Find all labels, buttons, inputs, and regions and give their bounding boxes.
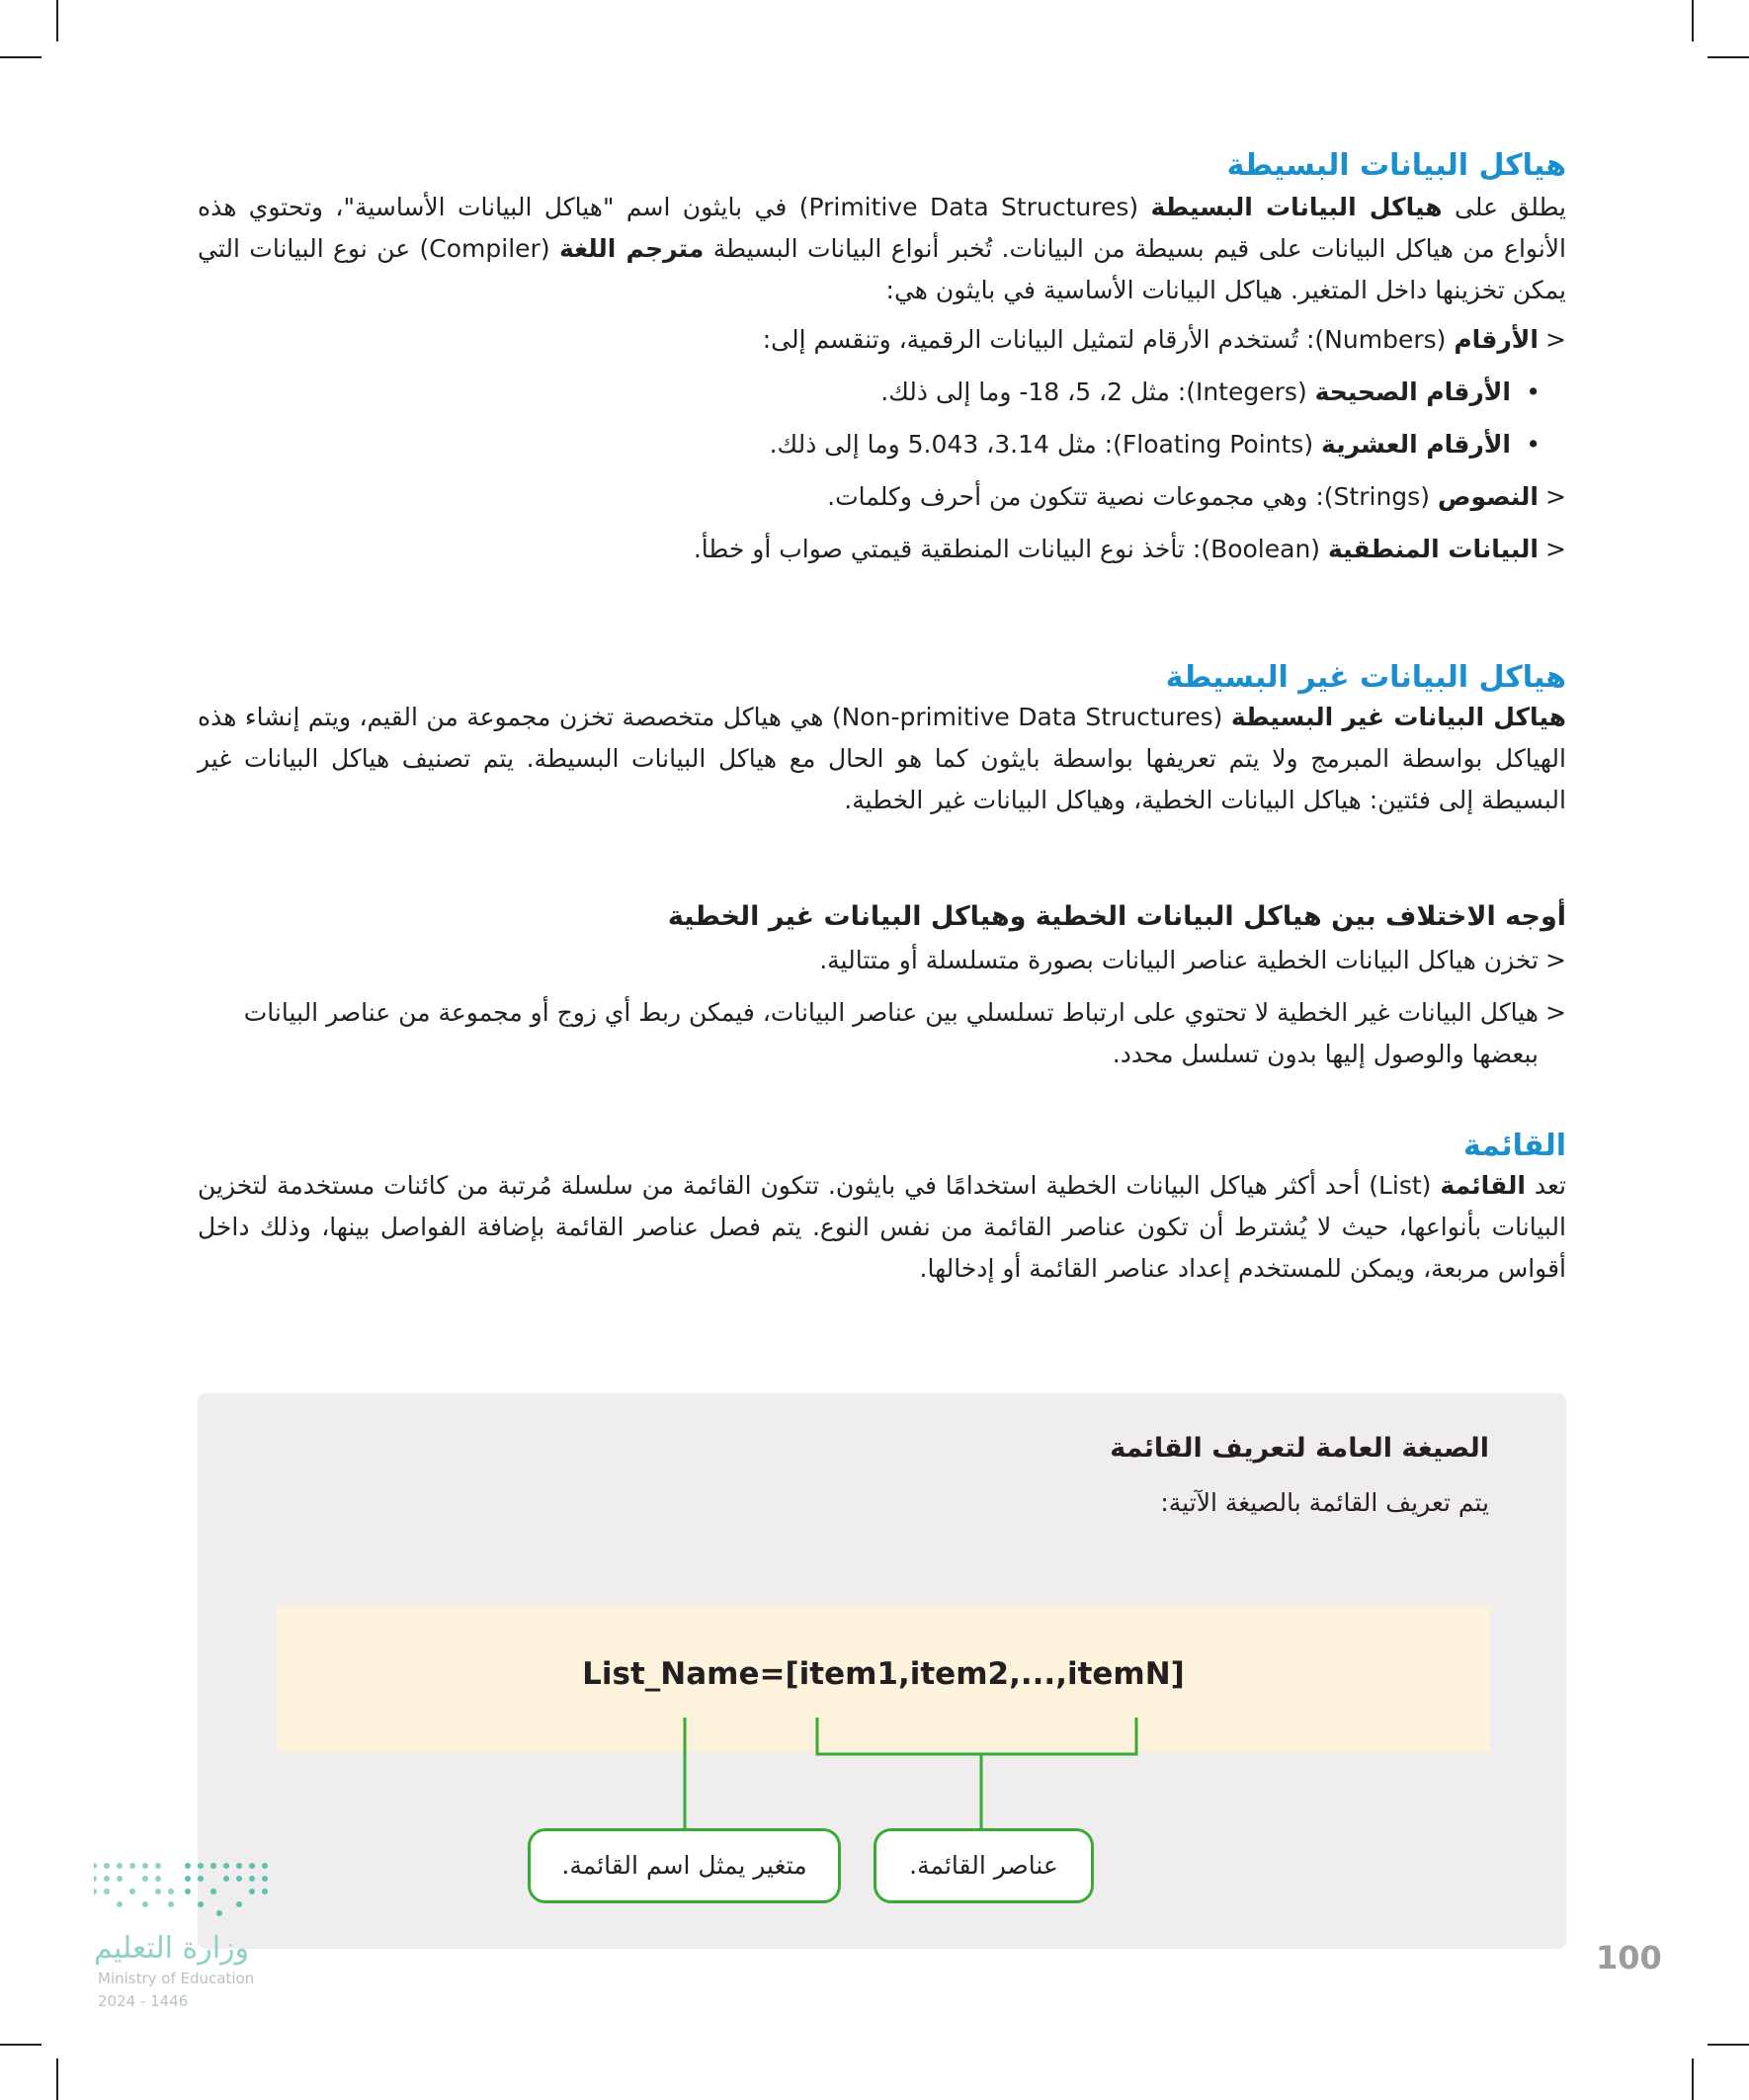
text-run: تعد [1525,1171,1567,1200]
syntax-box-intro: يتم تعريف القائمة بالصيغة الآتية: [1160,1488,1489,1517]
text-run: (Compiler) عن نوع البيانات التي يمكن تخزينها داخل المتغير. هياكل البيانات الأساسية في بايثون هي: [198,234,1566,304]
ministry-logo [94,1858,272,2016]
bold-term: البيانات المنطقية [1328,535,1539,563]
callout-list-items: عناصر القائمة. [874,1828,1094,1903]
section-title: القائمة [1463,1129,1566,1163]
bold-term: الأرقام الصحيحة [1314,378,1511,406]
bold-term: القائمة [1440,1171,1526,1200]
page-number: 100 [1596,1939,1662,1976]
arrow-marker-icon: < [1545,946,1566,974]
text-run: (Integers): مثل 2، 5، 18- وما إلى ذلك. [880,378,1315,406]
section-title: هياكل البيانات البسيطة [1226,148,1566,183]
bold-term: هياكل البيانات غير البسيطة [1230,703,1566,731]
arrow-marker-icon: < [1545,325,1566,354]
bold-term: الأرقام العشرية [1321,430,1511,459]
arrow-marker-icon: < [1545,998,1566,1027]
bold-term: النصوص [1437,482,1539,511]
ministry-name-ar: وزارة التعليم [94,1931,250,1966]
arrow-marker-icon: < [1545,482,1566,511]
edition-year: 2024 - 1446 [98,1992,189,2010]
arrow-marker-icon: < [1545,535,1566,563]
text-run: هياكل البيانات غير الخطية لا تحتوي على ارتباط تسلسلي بين عناصر البيانات، فيمكن ربط أي زوج أو مجموعة من عناصر البيانات ببعضها والوصول إليها بدون تسلسل محدد. [243,998,1539,1068]
section-title: هياكل البيانات غير البسيطة [1165,660,1566,695]
bullet-icon: • [1526,378,1541,406]
text-run: (Numbers): تُستخدم الأرقام لتمثيل البيانات الرقمية، وتنقسم إلى: [762,325,1455,354]
bold-term: الأرقام [1454,325,1539,354]
text-run: تخزن هياكل البيانات الخطية عناصر البيانات بصورة متسلسلة أو متتالية. [819,946,1539,974]
bullet-icon: • [1526,430,1541,459]
bold-term: مترجم اللغة [558,234,705,263]
ministry-name-en: Ministry of Education [98,1970,255,1987]
text-run: (Strings): وهي مجموعات نصية تتكون من أحرف وكلمات. [827,482,1438,511]
text-run: (Primitive Data Structures) في بايثون اسم "هياكل البيانات الأساسية"، وتحتوي هذه الأنواع من هياكل البيانات على قيم بسيطة من البيانات. تُخبر أنواع البيانات البسيطة [198,193,1567,263]
logo-dots-icon [94,1858,272,1917]
text-run: يطلق على [1442,193,1566,221]
bold-term: هياكل البيانات البسيطة [1150,193,1443,221]
text-run: (Boolean): تأخذ نوع البيانات المنطقية قيمتي صواب أو خطأ. [693,535,1328,563]
syntax-box-title: الصيغة العامة لتعريف القائمة [1110,1433,1489,1464]
callout-list-name: متغير يمثل اسم القائمة. [528,1828,841,1903]
text-run: (Non-primitive Data Structures) هي هياكل متخصصة تخزن مجموعة من القيم، ويتم إنشاء هذه الهياكل بواسطة المبرمج ولا يتم تعريفها بواسطة بايثون كما هو الحال مع هياكل البيانات البسيطة. يتم تصنيف هياكل البيانات غير البسيطة إلى فئتين: هياكل البيانات الخطية، وهياكل البيانات غير الخطية. [198,703,1566,814]
text-run: (Floating Points): مثل 3.14، 5.043 وما إلى ذلك. [769,430,1322,459]
subsection-title: أوجه الاختلاف بين هياكل البيانات الخطية وهياكل البيانات غير الخطية [667,901,1566,932]
list-syntax-code: List_Name=[item1,item2,...,itemN] [582,1656,1185,1692]
text-run: (List) أحد أكثر هياكل البيانات الخطية استخدامًا في بايثون. تتكون القائمة من سلسلة مُرتبة من كائنات مستخدمة لتخزين البيانات بأنواعها، حيث لا يُشترط أن تكون عناصر القائمة من نفس النوع. يتم فصل عناصر القائمة بإضافة الفواصل بينها، وذلك داخل أقواس مربعة، ويمكن للمستخدم إعداد عناصر القائمة أو إدخالها. [198,1171,1566,1283]
